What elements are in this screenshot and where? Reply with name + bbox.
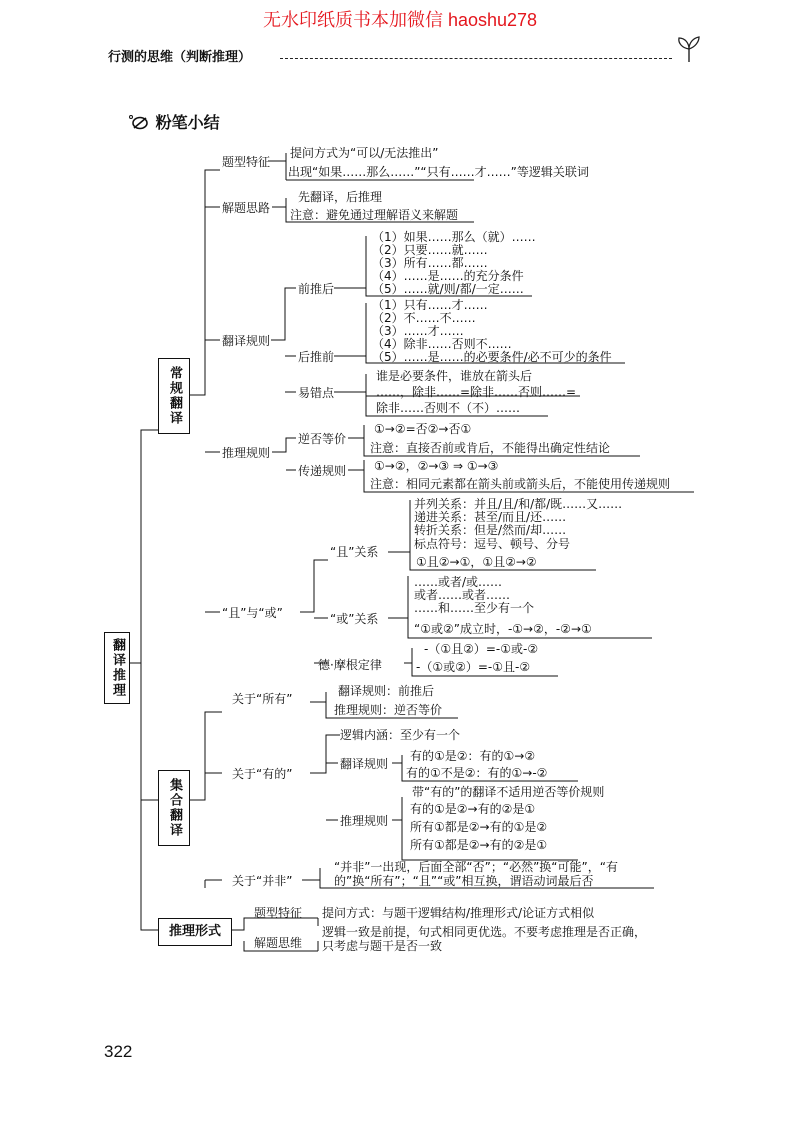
- youde-fanyi-item: 有的①不是②：有的①→-②: [406, 766, 548, 780]
- nifou-item: 注意：直接否前或肯后，不能得出确定性结论: [370, 441, 611, 455]
- hou-item: （5）……是……的必要条件/必不可少的条件: [372, 350, 612, 364]
- youde-fanyi-item: 有的①是②：有的①→②: [410, 749, 536, 763]
- qie-item: 并列关系：并且/且/和/都/既……又……: [414, 497, 623, 511]
- xingshi-jieti-item: 逻辑一致是前提，句式相同更优选。不要考虑推理是否正确，: [322, 925, 647, 939]
- label-qie: “且”关系: [330, 545, 379, 559]
- huo-item: 或者……或者……: [414, 588, 511, 602]
- watermark: 无水印纸质书本加微信 haoshu278: [262, 10, 538, 30]
- suoyou-item: 推理规则：逆否等价: [334, 703, 443, 717]
- label-youde-tuili: 推理规则: [340, 814, 389, 828]
- hou-item: （4）除非……否则不……: [372, 337, 512, 351]
- node-fanyi-tuili: [104, 632, 130, 704]
- label-qie-huo: “且”与“或”: [222, 606, 283, 620]
- node-fanyi-tuili-label: 翻译推理: [110, 638, 125, 698]
- label-tixing: 题型特征: [222, 155, 271, 169]
- label-xingshi-jieti: 解题思维: [254, 936, 303, 950]
- hou-item: （1）只有……才……: [372, 298, 488, 312]
- huo-item: ……和……至少有一个: [414, 601, 535, 615]
- hou-item: （2）不……不……: [372, 311, 476, 325]
- jieti-item: 注意：避免通过理解语义来解题: [290, 208, 459, 222]
- youde-tuili-item: 所有①都是②→有的②是①: [410, 838, 548, 852]
- node-tuili-xingshi-label: 推理形式: [168, 924, 221, 939]
- label-bingfei: 关于“并非”: [232, 874, 293, 888]
- label-tuili-guize: 推理规则: [222, 446, 271, 460]
- section-title-text: 粉笔小结: [155, 113, 220, 132]
- label-xingshi-tixing: 题型特征: [254, 906, 303, 920]
- qie-item: 递进关系：甚至/而且/还……: [414, 510, 567, 524]
- label-qian-tui-hou: 前推后: [298, 282, 335, 296]
- label-yicuodian: 易错点: [298, 386, 335, 400]
- yicuo-item: 除非……否则不（不）……: [376, 401, 521, 415]
- demogen-item: -（①且②）=-①或-②: [424, 642, 539, 656]
- youde-neihan: 逻辑内涵：至少有一个: [340, 728, 461, 742]
- bingfei-item: 的”换“所有”；“且”“或”相互换，谓语动词最后否: [334, 874, 594, 888]
- label-demogen: 德·摩根定律: [318, 658, 382, 672]
- qie-item: 标点符号：逗号、顿号、分号: [414, 537, 571, 551]
- node-tuili-xingshi: [158, 918, 232, 946]
- label-hou-tui-qian: 后推前: [298, 350, 335, 364]
- huo-item: “①或②”成立时，-①→②，-②→①: [414, 622, 592, 636]
- jieti-item: 先翻译，后推理: [298, 190, 383, 204]
- demogen-item: -（①或②）=-①且-②: [416, 660, 531, 674]
- youde-tuili-item: 带“有的”的翻译不适用逆否等价规则: [412, 785, 605, 799]
- chuandi-item: 注意：相同元素都在箭头前或箭头后，不能使用传递规则: [370, 477, 671, 491]
- node-jihe-fanyi: [158, 770, 190, 846]
- label-huo: “或”关系: [330, 612, 379, 626]
- label-suoyou: 关于“所有”: [232, 692, 293, 706]
- bingfei-item: “并非”一出现，后面全部“否”；“必然”换“可能”，“有: [334, 860, 618, 874]
- node-jihe-fanyi-label: 集合翻译: [167, 778, 182, 838]
- yicuo-item: 谁是必要条件，谁放在箭头后: [376, 369, 533, 383]
- qian-item: （5）……就/则/都/一定……: [372, 282, 524, 296]
- tixing-item: 出现“如果……那么……”“只有……才……”等逻辑关联词: [288, 165, 589, 179]
- xingshi-tixing-text: 提问方式：与题干逻辑结构/推理形式/论证方式相似: [322, 906, 595, 920]
- label-fanyi-guize: 翻译规则: [222, 334, 271, 348]
- running-header: 行测的思维（判断推理）: [108, 50, 252, 65]
- youde-tuili-item: 所有①都是②→有的①是②: [410, 820, 548, 834]
- nifou-item: ①→②=否②→否①: [374, 422, 472, 436]
- suoyou-item: 翻译规则：前推后: [338, 684, 435, 698]
- youde-tuili-item: 有的①是②→有的②是①: [410, 802, 536, 816]
- chuandi-item: ①→②，②→③ ⇒ ①→③: [374, 459, 499, 473]
- tixing-item: 提问方式为“可以/无法推出”: [290, 146, 439, 160]
- label-jieti: 解题思路: [222, 201, 271, 215]
- qian-item: （4）……是……的充分条件: [372, 269, 524, 283]
- qie-item: 转折关系：但是/然而/却……: [414, 523, 567, 537]
- label-nifou: 逆否等价: [298, 432, 347, 446]
- label-chuandi: 传递规则: [298, 464, 347, 478]
- qian-item: （1）如果……那么（就）……: [372, 230, 536, 244]
- xingshi-jieti-item: 只考虑与题干是否一致: [322, 939, 443, 953]
- qie-item: ①且②→①，①且②→②: [416, 555, 537, 569]
- qian-item: （2）只要……就……: [372, 243, 488, 257]
- node-changgui-fanyi-label: 常规翻译: [167, 366, 182, 426]
- yicuo-item: ……，除非……=除非……否则……=: [376, 385, 577, 399]
- hou-item: （3）……才……: [372, 324, 464, 338]
- node-changgui-fanyi: [158, 358, 190, 434]
- label-youde-fanyi: 翻译规则: [340, 757, 389, 771]
- huo-item: ……或者/或……: [414, 575, 503, 589]
- qian-item: （3）所有……都……: [372, 256, 488, 270]
- page-number: 322: [104, 1042, 133, 1061]
- label-youde: 关于“有的”: [232, 767, 293, 781]
